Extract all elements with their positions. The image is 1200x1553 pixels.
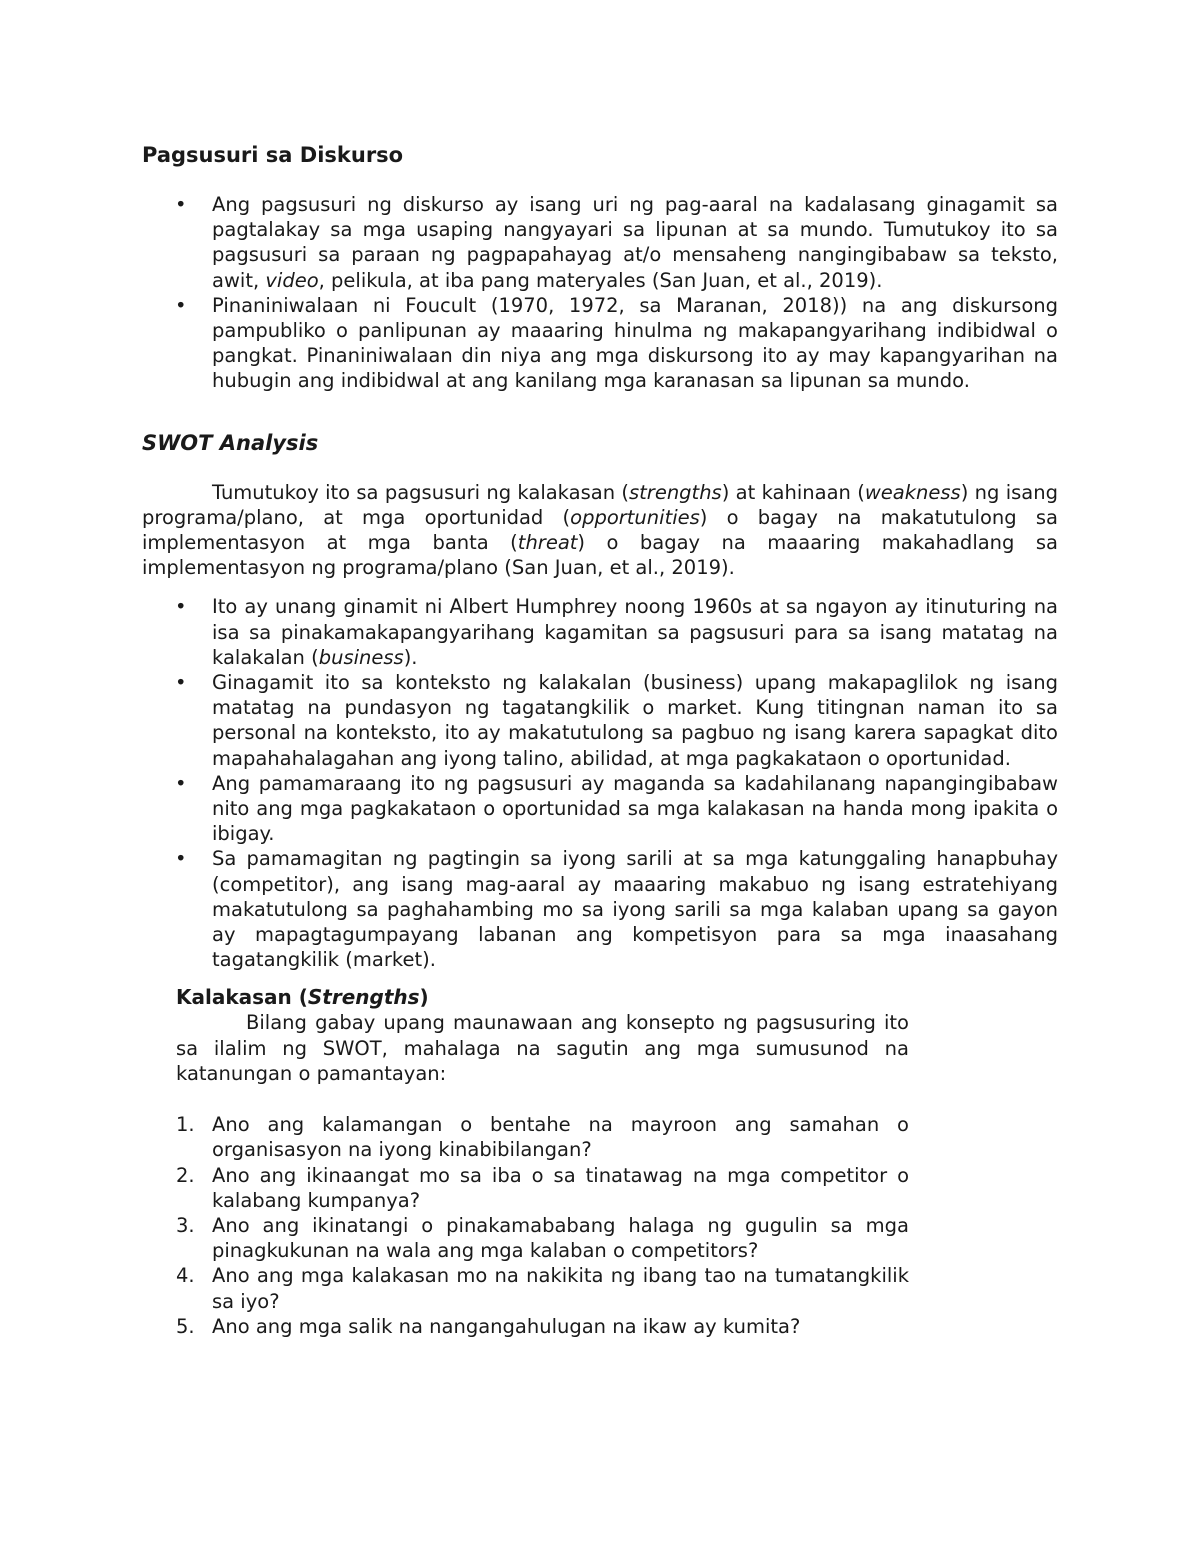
list-number: 5. <box>176 1314 195 1338</box>
list-item: 3. Ano ang ikinatangi o pinakamababang halaga ng gugulin sa mga pinagkukunan na wala ang mga kalaban o competitors? <box>176 1213 909 1263</box>
section-title-diskurso: Pagsusuri sa Diskurso <box>142 143 404 167</box>
list-item: • Pinaniniwalaan ni Foucult (1970, 1972, sa Maranan, 2018)) na ang diskursong pampubliko o panlipunan ay maaaring hinulma ng makapangyarihang indibidwal o pangkat. Pinaniniwalaan din niya ang mga diskursong ito ay may kapangyarihan na hubugin ang indibidwal at ang kanilang mga karanasan sa lipunan sa mundo. <box>142 293 1058 394</box>
list-item: 4. Ano ang mga kalakasan mo na nakikita ng ibang tao na tumatangkilik sa iyo? <box>176 1264 909 1313</box>
strengths-intro-paragraph: Bilang gabay upang maunawaan ang konsepto ng pagsusuring ito sa ilalim ng SWOT, mahalaga na sagutin ang mga sumusunod na katanungan o pamantayan: <box>176 1011 909 1085</box>
list-number: 4. <box>176 1264 195 1288</box>
diskurso-bullet-list <box>142 192 1058 394</box>
list-number: 1. <box>176 1113 195 1137</box>
list-item: • Ginagamit ito sa konteksto ng kalakalan (business) upang makapaglilok ng isang matatag na pundasyon ng tagatangkilik o market. Kung titingnan naman ito sa personal na konteksto, ito ay makatutulong sa pagbuo ng isang karera sapagkat dito mapahahalagahan ang iyong talino, abilidad, at mga pagkakataon o oportunidad. <box>142 670 1058 771</box>
list-item: 5. Ano ang mga salik na nangangahulugan na ikaw ay kumita? <box>176 1314 801 1338</box>
list-item: 1. Ano ang kalamangan o bentahe na mayroon ang samahan o organisasyon na iyong kinabibilangan? <box>176 1113 909 1162</box>
list-item: • Ang pamamaraang ito ng pagsusuri ay maganda sa kadahilanang napangingibabaw nito ang mga pagkakataon o oportunidad sa mga kalakasan na handa mong ipakita o ibigay. <box>142 771 1058 847</box>
swot-bullet-list <box>142 594 1058 972</box>
list-item: 2. Ano ang ikinaangat mo sa iba o sa tinatawag na mga competitor o kalabang kumpanya? <box>176 1163 909 1212</box>
list-item: • Ang pagsusuri ng diskurso ay isang uri ng pag-aaral na kadalasang ginagamit sa pagtalakay sa mga usaping nangyayari sa lipunan at sa mundo. Tumutukoy ito sa pagsusuri sa paraan ng pagpapahayag at/o mensaheng nangingibabaw sa teksto, awit, video, pelikula, at iba pang materyales (San Juan, et al., 2019). <box>142 192 1058 293</box>
list-item: • Sa pamamagitan ng pagtingin sa iyong sarili at sa mga katunggaling hanapbuhay (competitor), ang isang mag-aaral ay maaaring makabuo ng isang estratehiyang makatutulong sa paghahambing mo sa iyong sarili sa mga kalaban upang sa gayon ay mapagtagumpayang labanan ang kompetisyon para sa mga inaasahang tagatangkilik (market). <box>142 846 1058 972</box>
strengths-subsection <box>176 984 909 1338</box>
document-page <box>142 140 1058 1339</box>
list-number: 3. <box>176 1213 195 1237</box>
strengths-question-list <box>176 1112 909 1339</box>
swot-intro-paragraph: Tumutukoy ito sa pagsusuri ng kalakasan (strengths) at kahinaan (weakness) ng isang programa/plano, at mga oportunidad (opportunities) o bagay na makatutulong sa implementasyon at mga banta (threat) o bagay na maaaring makahadlang sa implementasyon ng programa/plano (San Juan, et al., 2019). <box>142 480 1058 580</box>
list-number: 2. <box>176 1163 195 1187</box>
subsection-title-strengths: Kalakasan (Strengths) <box>176 985 429 1010</box>
list-item: • Ito ay unang ginamit ni Albert Humphrey noong 1960s at sa ngayon ay itinuturing na isa sa pinakamakapangyarihang kagamitan sa pagsusuri para sa isang matatag na kalakalan (business). <box>142 594 1058 670</box>
section-title-swot: SWOT Analysis <box>142 430 319 455</box>
